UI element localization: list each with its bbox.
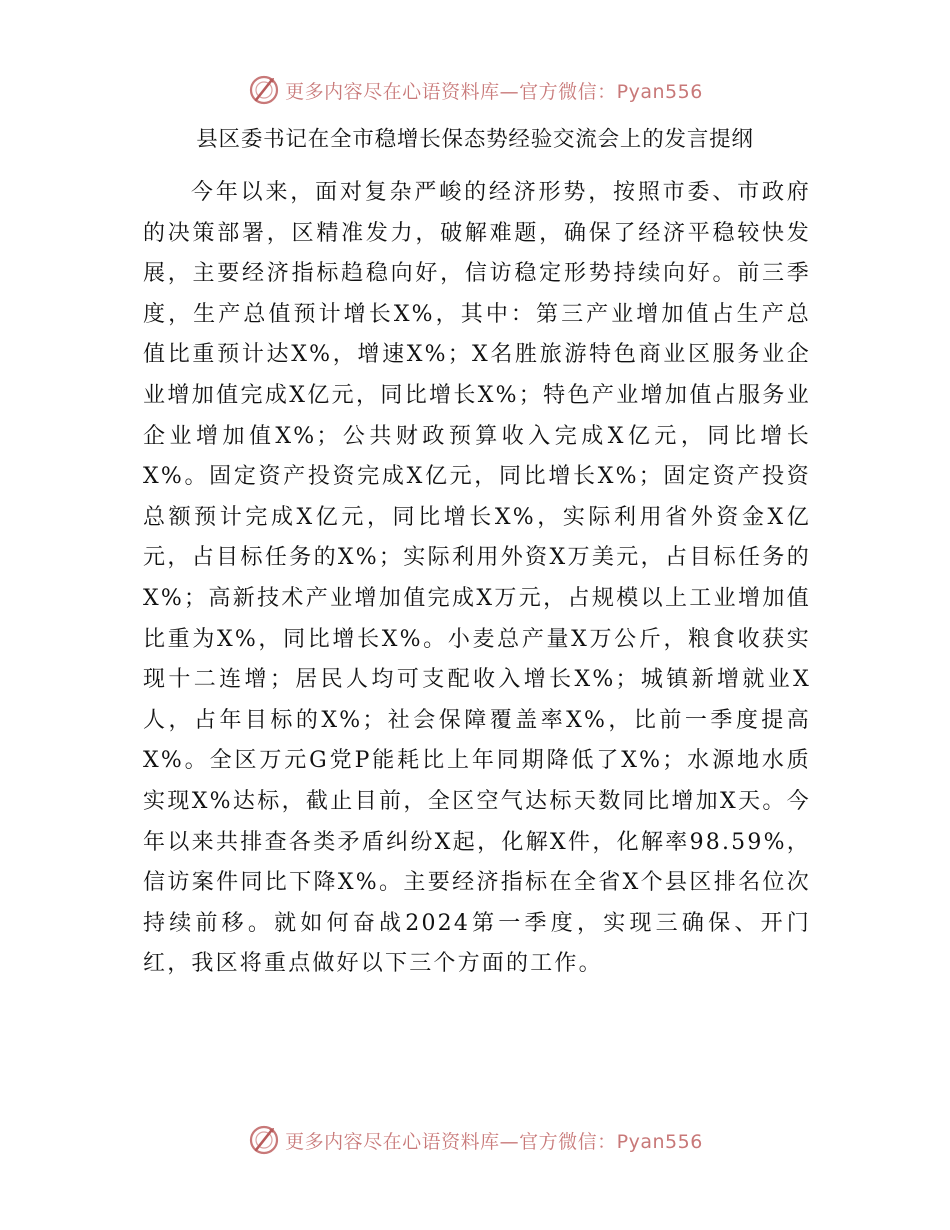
watermark-text: 更多内容尽在心语资料库—官方微信：Pyan556 [285,80,703,103]
header-watermark [0,70,950,110]
document-title: 县区委书记在全市稳增长保态势经验交流会上的发言提纲 [196,127,754,152]
stamp-logo-icon [247,73,281,107]
body-paragraph: 今年以来，面对复杂严峻的经济形势，按照市委、市政府的决策部署，区精准发力，破解难题，确保了经济平稳较快发展，主要经济指标趋稳向好，信访稳定形势持续向好。前三季度，生产总值预计增长X%，其中：第三产业增加值占生产总值比重预计达X%，增速X%；X名胜旅游特色商业区服务业企业增加值完成X亿元，同比增长X%；特色产业增加值占服务业企业增加值X%；公共财政预算收入完成X亿元，同比增长X%。固定资产投资完成X亿元，同比增长X%；固定资产投资总额预计完成X亿元，同比增长X%，实际利用省外资金X亿元，占目标任务的X%；实际利用外资X万美元，占目标任务的X%；高新技术产业增加值完成X万元，占规模以上工业增加值比重为X%，同比增长X%。小麦总产量X万公斤，粮食收获实现十二连增；居民人均可支配收入增长X%；城镇新增就业X人，占年目标的X%；社会保障覆盖率X%，比前一季度提高X%。全区万元G党P能耗比上年同期降低了X%；水源地水质实现X%达标，截止目前，全区空气达标天数同比增加X天。今年以来共排查各类矛盾纠纷X起，化解X件，化解率98.59%，信访案件同比下降X%。主要经济指标在全省X个县区排名位次持续前移。就如何奋战2024第一季度，实现三确保、开门红，我区将重点做好以下三个方面的工作。 [143,180,811,977]
stamp-logo-icon [247,1123,281,1157]
watermark-text: 更多内容尽在心语资料库—官方微信：Pyan556 [285,1130,703,1153]
footer-watermark [0,1120,950,1160]
